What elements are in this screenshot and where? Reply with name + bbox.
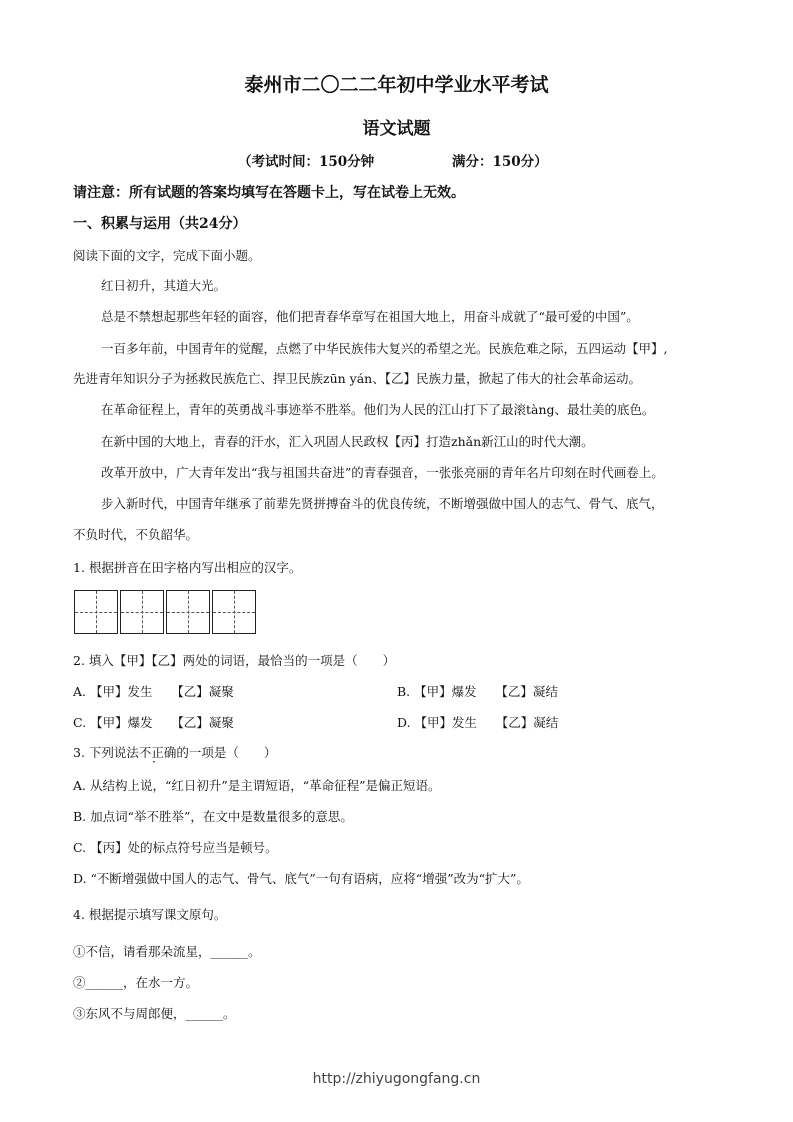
question-2: 2. 填入【甲】【乙】两处的词语，最恰当的一项是（ ） [73, 653, 396, 668]
q4-item-3: ③东风不与周郎便，______。 [73, 1006, 236, 1021]
q2-option-b: B. 【甲】爆发 【乙】凝结 [397, 684, 558, 699]
exam-subtitle: 语文试题 [362, 119, 431, 139]
passage-line: 在新中国的大地上，青春的汗水，汇入巩固人民政权【丙】打造zhǎn新江山的时代大潮。 [101, 434, 594, 449]
passage-line: 步入新时代，中国青年继承了前辈先贤拼搏奋斗的优良传统，不断增强做中国人的志气、骨气、底气， [101, 496, 664, 511]
question-1: 1. 根据拼音在田字格内写出相应的汉字。 [73, 560, 302, 575]
q3-option-b: B. 加点词“举不胜举”，在文中是数量很多的意思。 [73, 809, 353, 824]
passage-line: 不负时代，不负韶华。 [73, 527, 199, 542]
exam-title: 泰州市二〇二二年初中学业水平考试 [244, 74, 549, 96]
question-3 [73, 743, 276, 761]
tianzige-cell[interactable] [212, 590, 256, 634]
question-4: 4. 根据提示填写课文原句。 [73, 907, 227, 922]
exam-score: 满分：150分） [452, 154, 548, 170]
tianzige-cell[interactable] [166, 590, 210, 634]
q3-option-d: D. “不断增强做中国人的志气、骨气、底气”一句有语病，应将“增强”改为“扩大”。 [73, 871, 529, 886]
q3-text-post: 的一项是（ ） [176, 745, 277, 760]
section-heading: 一、积累与运用（共24分） [73, 216, 247, 232]
q3-text-pre: 3. 下列说法 [73, 745, 139, 760]
passage-line: 总是不禁想起那些年轻的面容，他们把青春华章写在祖国大地上，用奋斗成就了“最可爱的中国”。 [101, 309, 639, 324]
q2-option-d: D. 【甲】发生 【乙】凝结 [397, 715, 559, 730]
reading-intro: 阅读下面的文字，完成下面小题。 [73, 248, 261, 263]
q4-item-1: ①不信，请看那朵流星，______。 [73, 944, 261, 959]
tianzige-cell[interactable] [74, 590, 118, 634]
q4-item-2: ②______，在水一方。 [73, 975, 199, 990]
q3-option-a: A. 从结构上说，“红日初升”是主谓短语，“革命征程”是偏正短语。 [73, 778, 441, 793]
q3-emphasis: 不正确 [138, 745, 177, 760]
exam-time: （考试时间：150分钟 [238, 154, 375, 170]
passage-line: 一百多年前，中国青年的觉醒，点燃了中华民族伟大复兴的希望之光。民族危难之际，五四运动【甲】, [101, 341, 668, 356]
passage-line: 改革开放中，广大青年发出“我与祖国共奋进”的青春强音，一张张亮丽的青年名片印刻在时代画卷上。 [101, 465, 664, 480]
passage-line: 在革命征程上，青年的英勇战斗事迹举不胜举。他们为人民的江山打下了最滚tàng、最壮美的底色。 [101, 402, 655, 417]
footer-url: http://zhiyugongfang.cn [312, 1071, 481, 1087]
q2-option-a: A. 【甲】发生 【乙】凝聚 [73, 684, 234, 699]
passage-line: 红日初升，其道大光。 [101, 278, 227, 293]
q3-option-c: C. 【丙】处的标点符号应当是顿号。 [73, 840, 278, 855]
passage-line: 先进青年知识分子为拯救民族危亡、捍卫民族zūn yán、【乙】民族力量，掀起了伟大的社会革命运动。 [73, 371, 641, 386]
tianzige-cell[interactable] [120, 590, 164, 634]
q2-option-c: C. 【甲】爆发 【乙】凝聚 [73, 715, 234, 730]
exam-notice: 请注意：所有试题的答案均填写在答题卡上，写在试卷上无效。 [73, 185, 465, 201]
tianzige-grid [74, 590, 258, 634]
